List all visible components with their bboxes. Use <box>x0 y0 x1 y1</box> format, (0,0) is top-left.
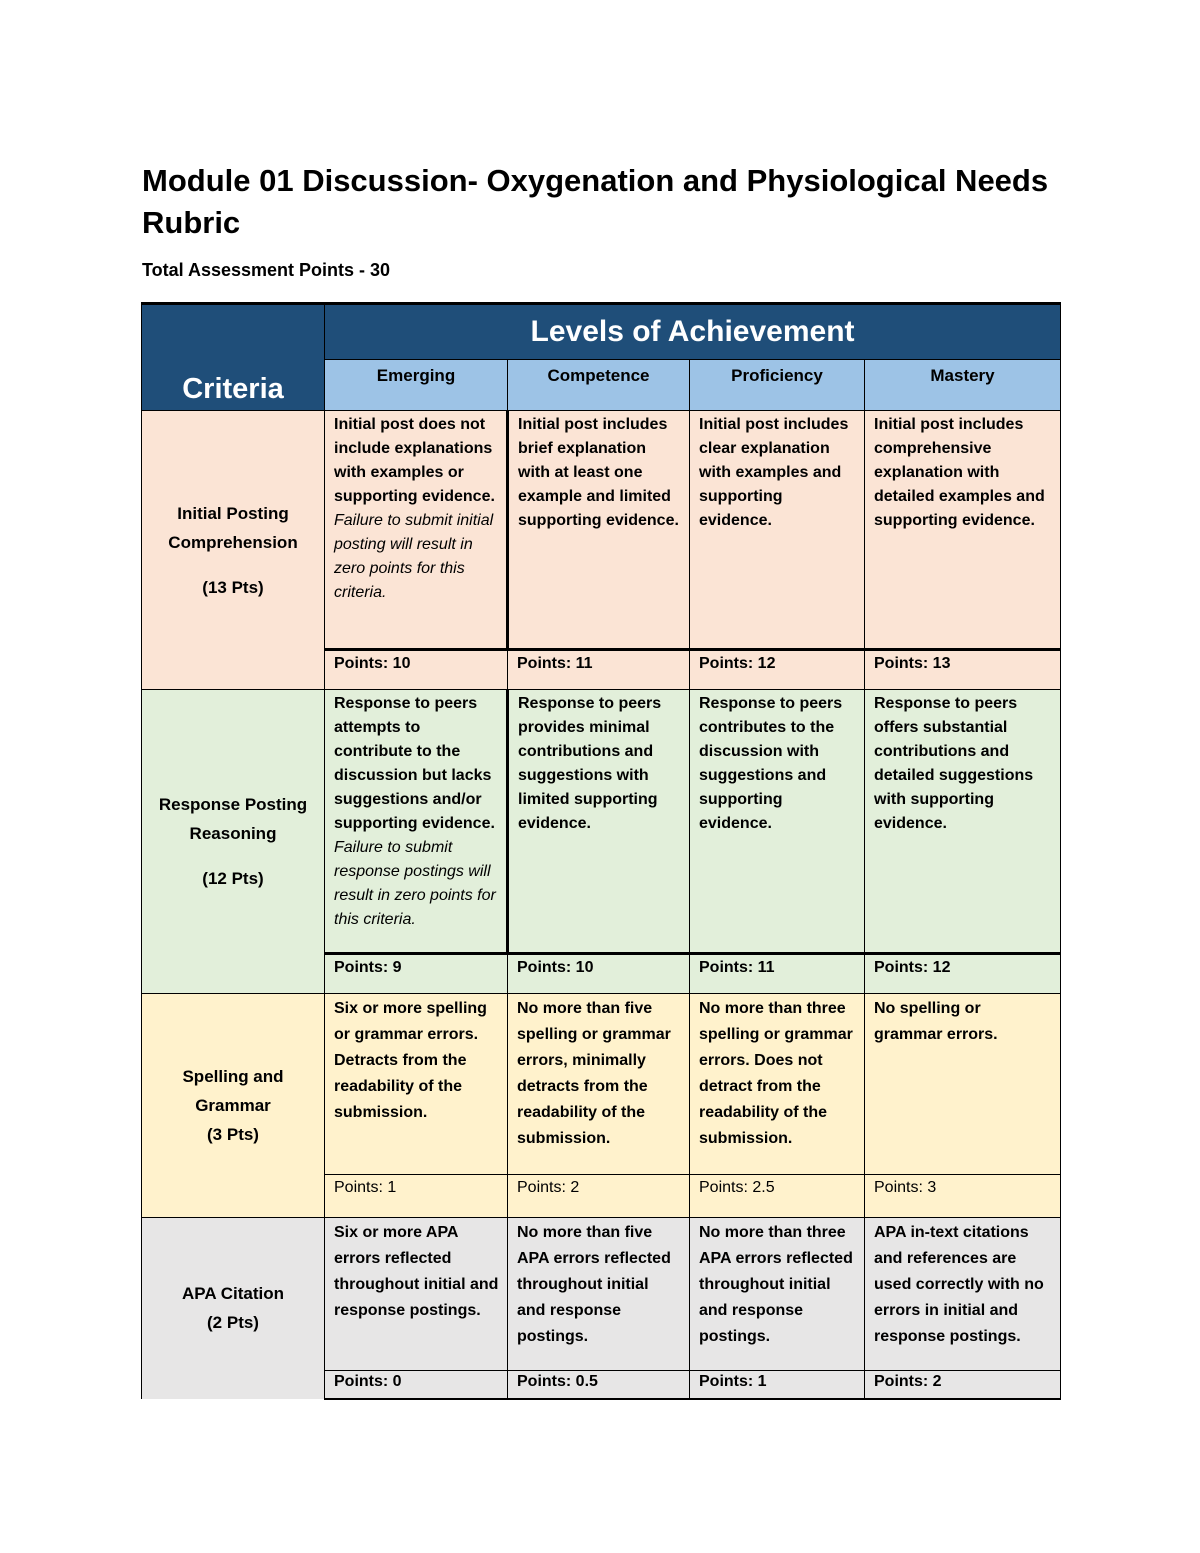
description-competence: Response to peers provides minimal contributions and suggestions with limited supporting evidence. <box>508 690 690 954</box>
points-mastery: Points: 12 <box>865 954 1061 994</box>
description-mastery: APA in-text citations and references are used correctly with no errors in initial and response postings. <box>865 1218 1061 1371</box>
total-assessment-points: Total Assessment Points - 30 <box>142 260 391 280</box>
description-proficiency: Initial post includes clear explanation with examples and supporting evidence. <box>690 411 865 650</box>
criterion-name-line1: APA Citation <box>182 1284 284 1304</box>
points-proficiency: Points: 1 <box>690 1371 865 1399</box>
levels-of-achievement-header: Levels of Achievement <box>325 304 1061 360</box>
criterion-apa-citation <box>142 1218 325 1399</box>
table-row <box>142 1218 1061 1371</box>
points-competence: Points: 0.5 <box>508 1371 690 1399</box>
description-emerging <box>325 411 508 650</box>
criterion-points: (13 Pts) <box>202 577 264 597</box>
failure-note: Failure to submit response postings will result in zero points for this criteria. <box>334 839 496 928</box>
criterion-name-line1: Response Posting <box>158 795 308 814</box>
description-emerging: Six or more spelling or grammar errors. Detracts from the readability of the submission. <box>325 994 508 1175</box>
criterion-response-posting <box>142 690 325 994</box>
description-mastery: Response to peers offers substantial contributions and detailed suggestions with supporting evidence. <box>865 690 1061 954</box>
level-header-proficiency: Proficiency <box>690 360 865 411</box>
points-emerging: Points: 9 <box>325 954 508 994</box>
description-competence: No more than five spelling or grammar errors, minimally detracts from the readability of the submission. <box>508 994 690 1175</box>
description-proficiency: No more than three APA errors reflected throughout initial and response postings. <box>690 1218 865 1371</box>
table-row <box>142 411 1061 650</box>
points-competence: Points: 11 <box>508 650 690 690</box>
criterion-points: (3 Pts) <box>207 1125 259 1144</box>
table-row <box>142 690 1061 954</box>
description-competence: Initial post includes brief explanation with at least one example and limited supporting evidence. <box>508 411 690 650</box>
description-competence: No more than five APA errors reflected throughout initial and response postings. <box>508 1218 690 1371</box>
criterion-spelling-grammar <box>142 994 325 1218</box>
description-proficiency: No more than three spelling or grammar errors. Does not detract from the readability of the submission. <box>690 994 865 1175</box>
criterion-points: (2 Pts) <box>207 1313 259 1333</box>
rubric-table <box>141 302 1061 1400</box>
points-proficiency: Points: 2.5 <box>690 1175 865 1218</box>
description-proficiency: Response to peers contributes to the discussion with suggestions and supporting evidence. <box>690 690 865 954</box>
points-competence: Points: 10 <box>508 954 690 994</box>
description-text: Initial post does not include explanations with examples or supporting evidence. <box>334 416 495 505</box>
description-text: Response to peers attempts to contribute to the discussion but lacks suggestions and/or supporting evidence. <box>334 695 495 832</box>
page-title: Module 01 Discussion- Oxygenation and Physiological Needs Rubric <box>142 163 1049 240</box>
description-mastery: No spelling or grammar errors. <box>865 994 1061 1175</box>
points-competence: Points: 2 <box>508 1175 690 1218</box>
description-emerging <box>325 690 508 954</box>
description-emerging: Six or more APA errors reflected throughout initial and response postings. <box>325 1218 508 1371</box>
criterion-name-line2: Reasoning <box>189 824 277 843</box>
criterion-points: (12 Pts) <box>202 869 264 888</box>
level-header-mastery: Mastery <box>865 360 1061 411</box>
points-emerging: Points: 0 <box>325 1371 508 1399</box>
description-mastery: Initial post includes comprehensive explanation with detailed examples and supporting evidence. <box>865 411 1061 650</box>
points-proficiency: Points: 11 <box>690 954 865 994</box>
criterion-name-line1: Initial Posting <box>177 503 289 523</box>
criterion-name-line1: Spelling and <box>182 1067 284 1086</box>
points-mastery: Points: 2 <box>865 1371 1061 1399</box>
level-header-emerging: Emerging <box>325 360 508 411</box>
points-emerging: Points: 10 <box>325 650 508 690</box>
table-row <box>142 994 1061 1175</box>
failure-note: Failure to submit initial posting will result in zero points for this criteria. <box>334 512 494 601</box>
points-mastery: Points: 13 <box>865 650 1061 690</box>
criterion-initial-posting <box>142 411 325 690</box>
points-emerging: Points: 1 <box>325 1175 508 1218</box>
criteria-header: Criteria <box>142 304 325 411</box>
criterion-name-line2: Comprehension <box>168 532 298 552</box>
points-mastery: Points: 3 <box>865 1175 1061 1218</box>
points-proficiency: Points: 12 <box>690 650 865 690</box>
level-header-competence: Competence <box>508 360 690 411</box>
criterion-name-line2: Grammar <box>195 1096 271 1115</box>
